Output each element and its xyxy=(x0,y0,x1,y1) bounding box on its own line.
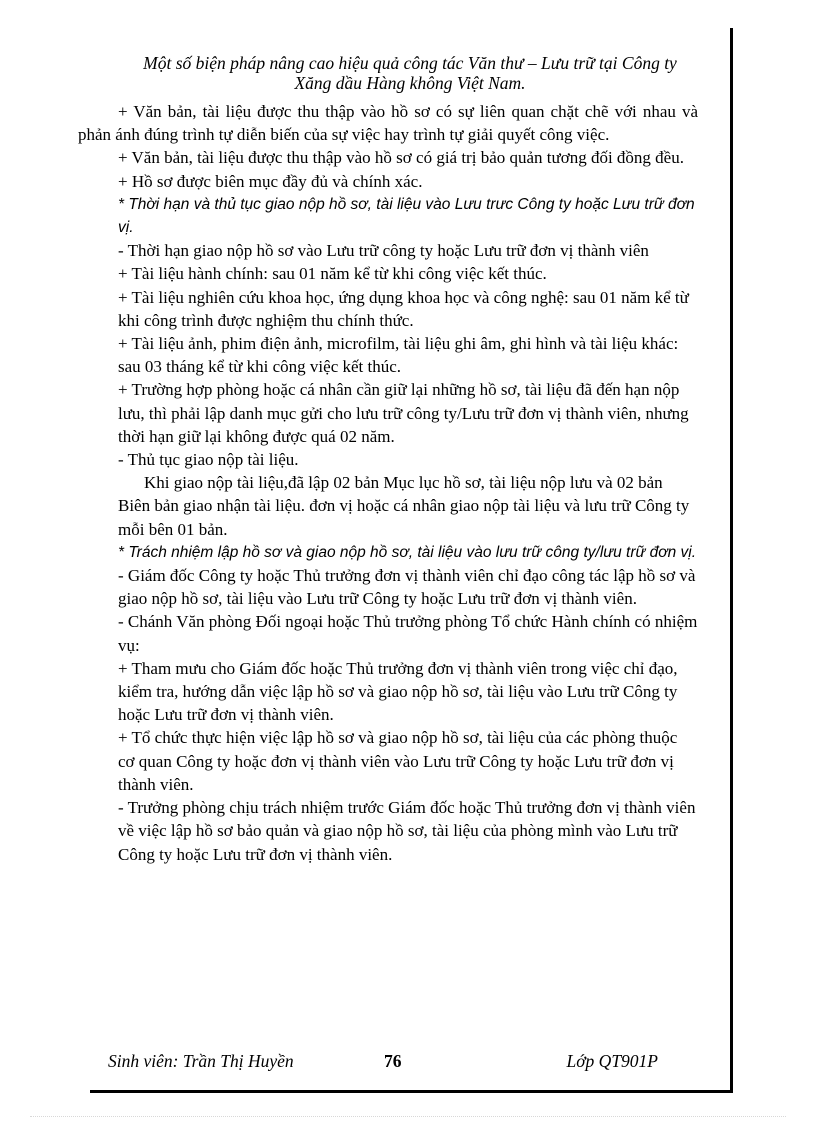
paragraph: - Giám đốc Công ty hoặc Thủ trưởng đơn vị thành viên chỉ đạo công tác lập hồ sơ và giao nộp hồ sơ, tài liệu vào Lưu trữ Công ty hoặc Lưu trữ đơn vị thành viên. xyxy=(118,566,696,609)
paragraph: + Tham mưu cho Giám đốc hoặc Thủ trưởng đơn vị thành viên trong việc chỉ đạo, kiểm tra, hướng dẫn việc lập hồ sơ và giao nộp hồ sơ, tài liệu vào Lưu trữ Công ty hoặc Lưu trữ đơn vị thành viên. xyxy=(118,658,678,725)
document-body-content xyxy=(78,100,698,866)
footer-class: Lớp QT901P xyxy=(566,1051,658,1071)
paragraph: + Văn bản, tài liệu được thu thập vào hồ sơ có giá trị bảo quản tương đối đồng đều. xyxy=(118,148,684,168)
running-header xyxy=(100,53,720,93)
header-line-2: Xăng dầu Hàng không Việt Nam. xyxy=(294,73,526,93)
paragraph: + Văn bản, tài liệu được thu thập vào hồ sơ có sự liên quan chặt chẽ với nhau và phản ánh đúng trình tự diễn biến của sự việc hay trình tự giải quyết công việc. xyxy=(78,102,698,145)
paragraph: Khi giao nộp tài liệu,đã lập 02 bản Mục lục hồ sơ, tài liệu nộp lưu và 02 bản Biên bản giao nhận tài liệu. đơn vị hoặc cá nhân giao nộp tài liệu và lưu trữ Công ty mỗi bên 01 bản. xyxy=(118,473,690,539)
page-footer xyxy=(108,1051,668,1075)
paragraph: - Thủ tục giao nộp tài liệu. xyxy=(118,450,299,470)
paragraph: + Tài liệu nghiên cứu khoa học, ứng dụng khoa học và công nghệ: sau 01 năm kể từ khi công trình được nghiệm thu chính thức. xyxy=(118,287,689,330)
paragraph: - Trưởng phòng chịu trách nhiệm trước Giám đốc hoặc Thủ trưởng đơn vị thành viên về việc lập hồ sơ bảo quản và giao nộp hồ sơ, tài liệu của phòng mình vào Lưu trữ Công ty hoặc Lưu trữ đơn vị thành viên. xyxy=(118,798,696,864)
paragraph: + Tài liệu hành chính: sau 01 năm kể từ khi công việc kết thúc. xyxy=(118,264,547,284)
paragraph: + Trường hợp phòng hoặc cá nhân cần giữ lại những hồ sơ, tài liệu đã đến hạn nộp lưu, thì phải lập danh mục gửi cho lưu trữ công ty/Lưu trữ đơn vị thành viên, nhưng thời hạn giữ lại không được quá 02 năm. xyxy=(118,380,689,446)
page-number: 76 xyxy=(384,1051,402,1071)
section-heading: * Trách nhiệm lập hồ sơ và giao nộp hồ sơ, tài liệu vào lưu trữ công ty/lưu trữ đơn vị. xyxy=(118,543,697,561)
paragraph: + Hồ sơ được biên mục đầy đủ và chính xác. xyxy=(118,171,423,191)
header-line-1: Một số biện pháp nâng cao hiệu quả công tác Văn thư – Lưu trữ tại Công ty xyxy=(143,53,677,73)
paragraph: - Chánh Văn phòng Đối ngoại hoặc Thủ trưởng phòng Tổ chức Hành chính có nhiệm vụ: xyxy=(118,612,698,655)
paragraph: - Thời hạn giao nộp hồ sơ vào Lưu trữ công ty hoặc Lưu trữ đơn vị thành viên xyxy=(118,241,649,261)
section-heading: * Thời hạn và thủ tục giao nộp hồ sơ, tài liệu vào Lưu trưc Công ty hoặc Lưu trữ đơn vị. xyxy=(118,195,695,237)
paragraph: + Tổ chức thực hiện việc lập hồ sơ và giao nộp hồ sơ, tài liệu của các phòng thuộc cơ quan Công ty hoặc đơn vị thành viên vào Lưu trữ Công ty hoặc Lưu trữ đơn vị thành viên. xyxy=(118,728,678,794)
page-break-line xyxy=(30,1116,786,1117)
footer-student-name: Sinh viên: Trần Thị Huyền xyxy=(108,1051,294,1071)
paragraph: + Tài liệu ảnh, phim điện ảnh, microfilm, tài liệu ghi âm, ghi hình và tài liệu khác: sau 03 tháng kể từ khi công việc kết thúc. xyxy=(118,334,679,377)
